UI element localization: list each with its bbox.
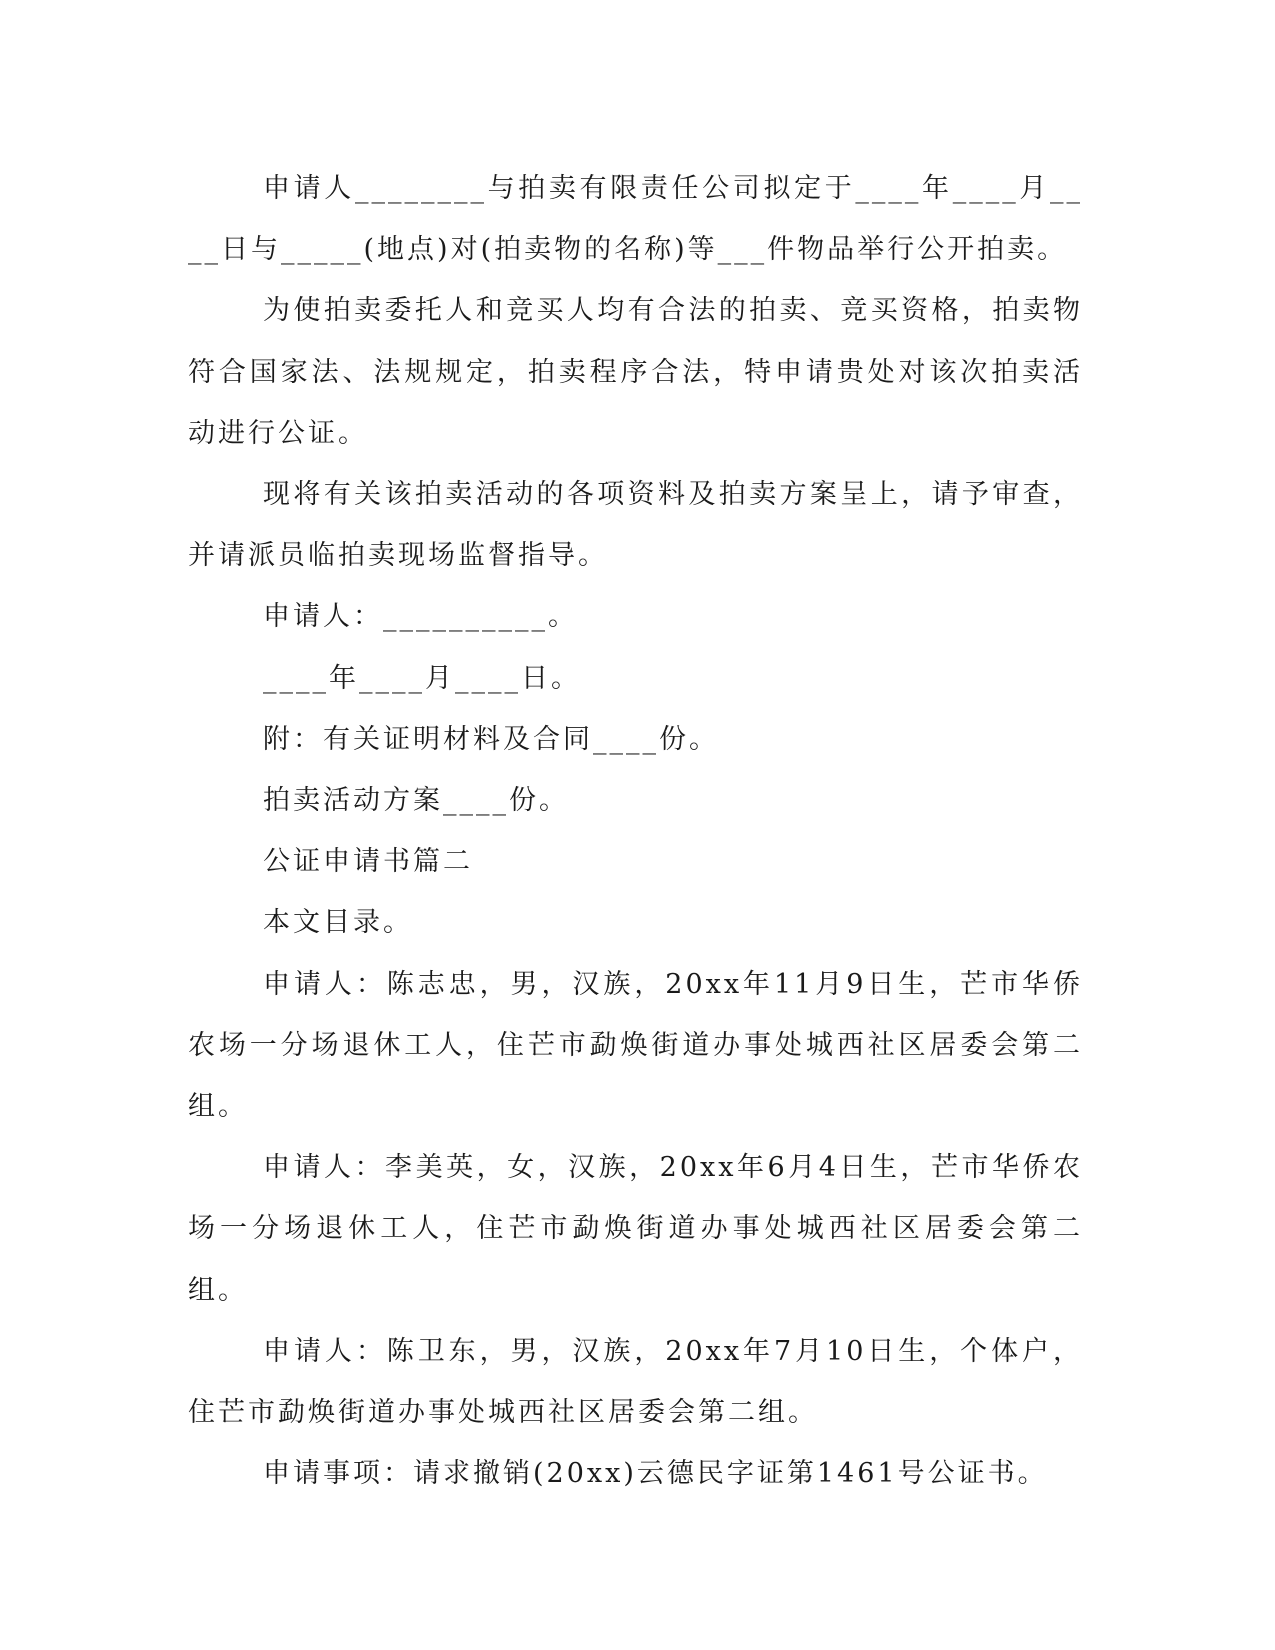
paragraph-auction-notice: 申请人________与拍卖有限责任公司拟定于____年____月____日与_____(地点)对(拍卖物的名称)等___件物品举行公开拍卖。	[188, 173, 1083, 266]
paragraph-purpose: 为使拍卖委托人和竞买人均有合法的拍卖、竞买资格，拍卖物符合国家法、法规规定，拍卖程序合法，特申请贵处对该次拍卖活动进行公证。	[188, 295, 1083, 449]
applicant-2: 申请人：李美英，女，汉族，20xx年6月4日生，芒市华侨农场一分场退休工人，住芒市勐焕街道办事处城西社区居委会第二组。	[188, 1152, 1083, 1306]
section-heading: 公证申请书篇二	[263, 846, 473, 878]
request-item: 申请事项：请求撤销(20xx)云德民字证第1461号公证书。	[263, 1458, 1048, 1490]
applicant-signature-line: 申请人：__________。	[263, 601, 578, 633]
applicant-3: 申请人：陈卫东，男，汉族，20xx年7月10日生，个体户，住芒市勐焕街道办事处城西社区居委会第二组。	[188, 1335, 1083, 1429]
date-line: ____年____月____日。	[263, 662, 581, 694]
attachment-contracts-line: 附：有关证明材料及合同____份。	[263, 723, 719, 755]
paragraph-materials: 现将有关该拍卖活动的各项资料及拍卖方案呈上，请予审查，并请派员临拍卖现场监督指导。	[188, 479, 1083, 572]
document-body	[188, 158, 1083, 1504]
attachment-plan-line: 拍卖活动方案____份。	[263, 785, 569, 817]
table-of-contents-label: 本文目录。	[263, 907, 413, 939]
applicant-1: 申请人：陈志忠，男，汉族，20xx年11月9日生，芒市华侨农场一分场退休工人，住芒市勐焕街道办事处城西社区居委会第二组。	[188, 968, 1083, 1123]
